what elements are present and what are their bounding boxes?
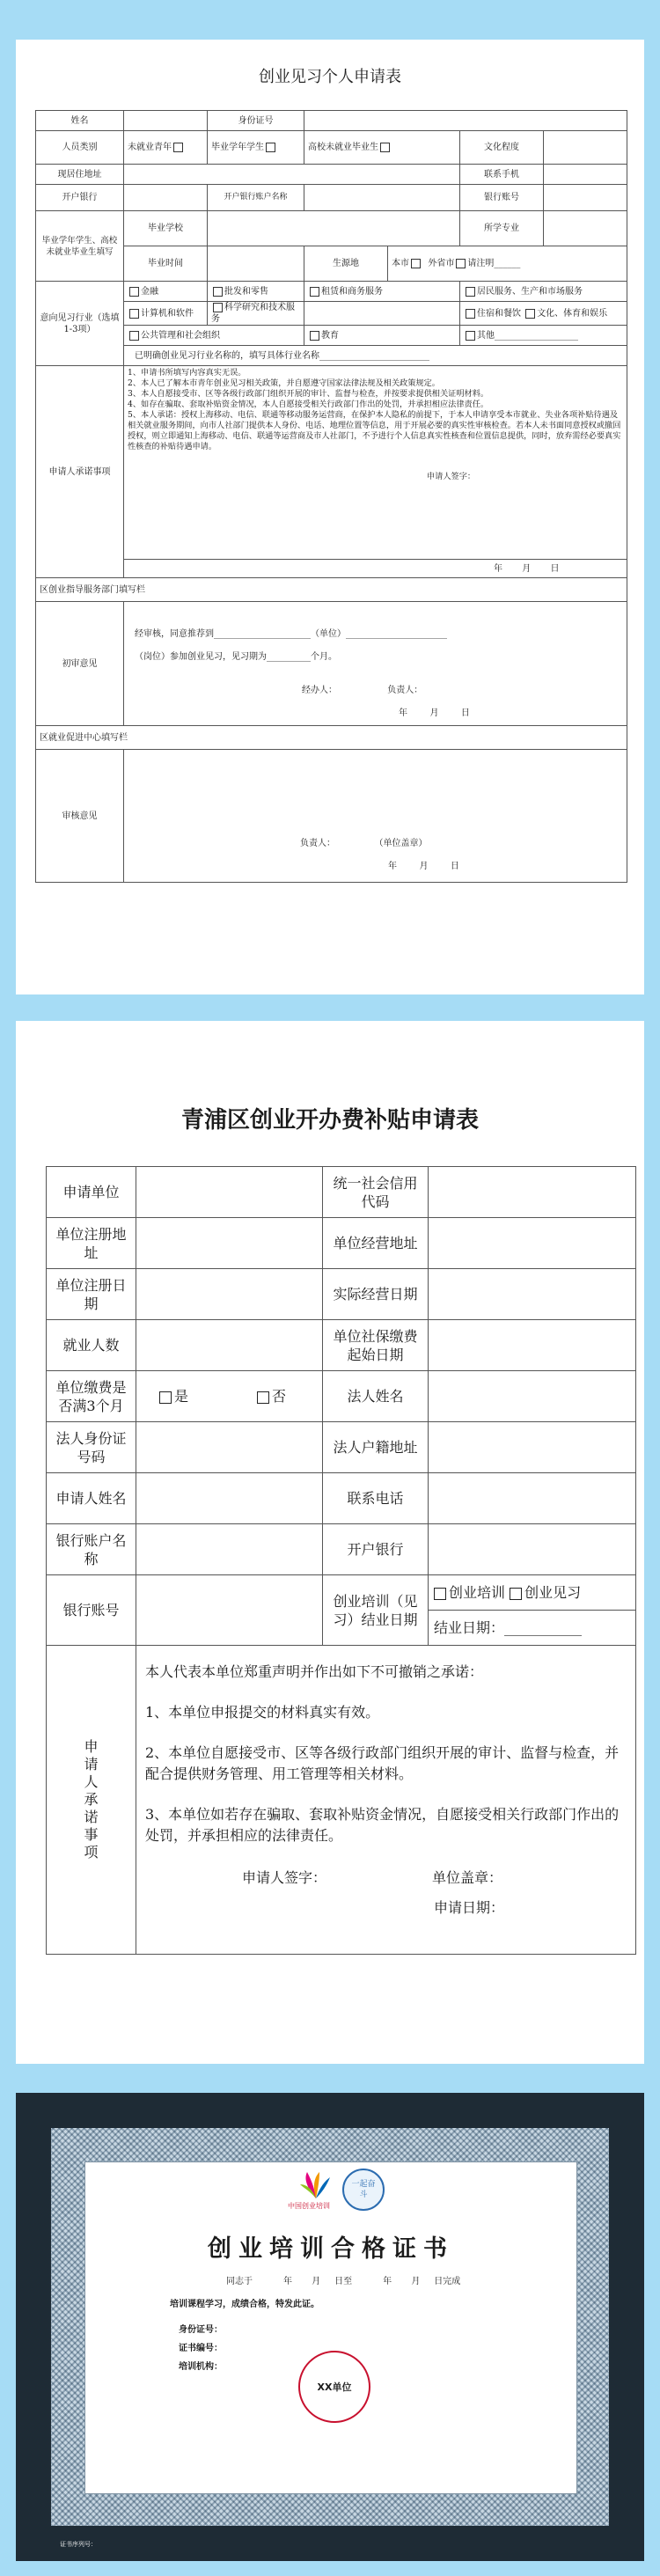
address-field[interactable] [124,165,460,185]
label-bank-account-no: 银行账号 [47,1575,136,1646]
industry-finance: 金融 [141,286,158,297]
district-guidance-header: 区创业指导服务部门填写栏 [36,578,627,602]
label-name: 姓名 [36,111,124,131]
opt-graduating-label: 毕业学年学生 [211,143,264,152]
graduation-date-label: 结业日期： [434,1619,505,1636]
bank-account-no-field[interactable] [136,1575,323,1646]
checkbox-industry[interactable] [129,331,139,341]
major-field[interactable] [544,211,627,246]
line1-prefix: 同志于 [226,2277,253,2286]
bank-account-name-field[interactable] [136,1524,323,1575]
certificate-frame [16,2093,644,2561]
seal-stamp [298,2351,370,2423]
checkbox-industry[interactable] [213,287,223,297]
label-address: 现居住地址 [36,165,124,185]
commitment-5: 5、本人承诺：授权上海移动、电信、联通等移动服务运营商，在保护本人隐私的前提下，于本人申请享受本市就业、失业各项补贴待遇及相关就业服务期间，向市人社部门提供本人身份、电话、地理位置等信息，用于开展必要的真实性审核检查。若本人未书面同意授权或撤回授权，则立即通知上海移动、电信、联通等运营商及市人社部门，不予进行个人信息真实性核查和位置信息提供，同时，放弃需经必要真实性核查的补贴待遇申请。 [128,410,621,451]
handler-label: 经办人： [302,686,337,695]
unit-seal-label: （单位盖章） [374,839,428,848]
year-label: 年 [282,2277,292,2286]
industry-resident-services: 居民服务、生产和市场服务 [477,286,583,297]
training-logo-icon [298,2170,334,2200]
name-field[interactable] [124,111,208,131]
label-major: 所学专业 [460,211,544,246]
grad-time-field[interactable] [208,246,304,282]
label-social-security-start: 单位社保缴费起始日期 [323,1320,429,1371]
checkbox-industry[interactable] [466,287,475,297]
label-paid-3-months: 单位缴费是否满3个月 [47,1371,136,1422]
commitment-4: 4、如存在骗取、套取补贴资金情况，本人自愿接受相关行政部门作出的处罚，并承担相应法律责任。 [128,400,489,409]
label-person-type: 人员类别 [36,131,124,165]
month-label: 月 [429,708,439,718]
opt-unemployed-grad-label: 高校未就业毕业生 [308,143,378,152]
label-mobile: 联系手机 [460,165,544,185]
checkbox-industry[interactable] [129,287,139,297]
applicant-sign-label: 申请人签字： [242,1869,327,1886]
legal-rep-name-field[interactable] [429,1371,636,1422]
commitment-2: 2、本人已了解本市青年创业见习相关政策，并自愿遵守国家法律法规及相关政策规定。 [128,378,440,388]
checkbox-unemployed[interactable] [173,143,183,152]
commitment-1: 1、申请书所填写内容真实无误。 [128,368,246,378]
actual-business-date-field[interactable] [429,1269,636,1320]
industry-retail: 批发和零售 [224,286,268,297]
internship-application-sheet [16,40,644,994]
label-id-no: 身份证号 [208,111,304,131]
day-done-label: 日完成 [434,2277,461,2286]
commitment-item-3: 3、本单位如若存在骗取、套取补贴资金情况，自愿接受相关行政部门作出的处罚，并承担相应的法律责任。 [145,1806,620,1844]
id-no-field[interactable] [304,111,627,131]
label-registered-address: 单位注册地址 [47,1218,136,1269]
origin-specify-label: 请注明 [467,259,495,268]
label-bank-account-name: 银行账户名称 [47,1524,136,1575]
label-bank-account-no: 银行账号 [460,185,544,211]
industry-culture: 文化、体育和娱乐 [537,308,608,319]
commitment-item-2: 2、本单位自愿接受市、区等各级行政部门组织开展的审计、监督与检查，并配合提供财务管理、用工管理等相关材料。 [145,1744,620,1782]
bank-field[interactable] [429,1524,636,1575]
label-grad-time: 毕业时间 [124,246,208,282]
industry-research: 科学研究和技术服务 [211,303,295,324]
bank-account-no-field[interactable] [544,185,627,211]
label-education: 文化程度 [460,131,544,165]
label-bank: 开户银行 [323,1524,429,1575]
startup-subsidy-sheet [16,1021,644,2064]
origin-local-label: 本市 [392,259,409,268]
label-registration-date: 单位注册日期 [47,1269,136,1320]
certificate-title: 创业培训合格证书 [208,2235,454,2263]
badge-text: 一起奋斗 [351,2180,376,2199]
checkbox-industry[interactable] [466,331,475,341]
label-initial-opinion: 初审意见 [36,602,124,726]
year-label: 年 [388,862,397,871]
employee-count-field[interactable] [136,1320,323,1371]
legal-rep-id-field[interactable] [136,1422,323,1473]
cert-no-label: 证书编号： [179,2344,223,2353]
logo-text: 中国创业培训 [288,2202,330,2210]
school-field[interactable] [208,211,460,246]
unit-label: （单位） [311,629,346,639]
registration-date-field[interactable] [136,1269,323,1320]
no-label: 否 [272,1388,287,1405]
applicant-unit-field[interactable] [136,1167,323,1218]
commitment-intro: 本人代表本单位郑重声明并作出如下不可撤销之承诺： [145,1663,484,1680]
apply-date-label: 申请日期： [434,1899,505,1916]
opt-internship-label: 创业见习 [524,1584,582,1601]
review-text: 经审核，同意推荐到 [135,629,214,639]
checkbox-graduating[interactable] [266,143,275,152]
education-field[interactable] [544,131,627,165]
checkbox-industry[interactable] [525,309,535,319]
label-grad-note: 毕业学年学生、高校未就业毕业生填写 [36,211,124,282]
district-employment-header: 区就业促进中心填写栏 [36,726,627,750]
industry-hospitality: 住宿和餐饮 [477,308,521,319]
form2-title: 青浦区创业开办费补贴申请表 [180,1107,479,1134]
org-label: 培训机构： [179,2362,223,2372]
bank-field[interactable] [124,185,208,211]
opt-training-label: 创业培训 [449,1584,506,1601]
label-legal-rep-id: 法人身份证号码 [47,1422,136,1473]
checkbox-industry[interactable] [310,331,319,341]
month-label: 月 [411,2277,421,2286]
social-security-start-field[interactable] [429,1320,636,1371]
label-origin: 生源地 [304,246,388,282]
origin-other-label: 外省市 [428,259,455,268]
checkbox-no[interactable] [257,1391,269,1404]
post-text: （岗位）参加创业见习，见习期为 [135,652,267,662]
unit-seal-label: 单位盖章： [432,1869,503,1886]
phone-field[interactable] [429,1473,636,1524]
mobile-field[interactable] [544,165,627,185]
certificate-body [84,2161,577,2494]
label-legal-rep-hukou: 法人户籍地址 [323,1422,429,1473]
day-label: 日 [550,563,560,574]
day-label: 日 [450,862,459,871]
internship-application-table: 姓名 身份证号 人员类别 未就业青年 毕业学年学生 高校未就业毕业生 文化程度 现居住地址 联系手机 开户银行 开户银行账户名称 银行账号 毕业学年学生、高校未就业毕业生填写 毕业学校 所学专业 毕业时间 生源地 本市 外省市 请注明______ 意向见习行业（选填1-3项） 金融 批发和零售 租赁和商务服务 居民服务、生产和市场服务 计算机和软件 科学研究和技术服务 住宿和餐饮 文化、体育和娱乐 公共管理和社会组织 教育 其他___________________ 已明确创业见习行业名称的，填写具体行业名称_________________________ 申请人承诺事项 1、申请书所填写内容真实无误。 2、本人已了解本市青年创业见习相关政策，并自愿遵守国家法律法规及相关政策规定。 3、本人自愿接受市、区等各级行政部门组织开展的审计、监督与检查，并按要求提供相关证明材料。 4、如存在骗取、套取补贴资金情况，本人自愿接受相关行政部门作出的处罚，并承担相应法律责任。 5、本人承诺：授权上海移动、电信、联通等移动服务运营商，在保护本人隐私的前提下，于本人申请享受本市就业、失业各项补贴待遇及相关就业服务期间，向市人社部门提供本人身份、电话、地理位置等信息，用于开展必要的真实性审核检查。若本人未书面同意授权或撤回授权，则立即通知上海移动、电信、联通等运营商及市人社部门，不予进行个人信息真实性核查和位置信息提供，同时，放弃需经必要真实性核查的补贴待遇申请。 申请人签字： 年 月 日 区创业指导服务部门填写栏 初审意见 经审核，同意推荐到______________________（单位）_______________________ （岗位）参加创业见习，见习期为__________个月。 经办人： 负责人： 年 月 日 区就业促进中心填写栏 审核意见 负责人： （单位盖章） 年 月 日 [35,110,627,883]
checkbox-yes[interactable] [159,1391,172,1404]
months-label: 个月。 [311,652,337,662]
label-phone: 联系电话 [323,1473,429,1524]
checkbox-training[interactable] [434,1588,446,1600]
certificate-line-2: 培训课程学习，成绩合格，特发此证。 [170,2300,319,2309]
business-address-field[interactable] [429,1218,636,1269]
label-training-end-date: 创业培训（见习）结业日期 [323,1575,429,1646]
person-in-charge-label: 负责人： [387,686,423,695]
checkbox-origin-local[interactable] [411,259,421,268]
commitment-3: 3、本人自愿接受市、区等各级行政部门组织开展的审计、监督与检查，并按要求提供相关证明材料。 [128,389,489,399]
checkbox-industry[interactable] [310,287,319,297]
checkbox-internship[interactable] [510,1588,522,1600]
checkbox-origin-other[interactable] [456,259,466,268]
industry-leasing: 租赁和商务服务 [321,286,383,297]
startup-subsidy-table: 申请单位 统一社会信用代码 单位注册地址 单位经营地址 单位注册日期 实际经营日期 就业人数 单位社保缴费起始日期 单位缴费是否满3个月 是 否 法人姓名 法人身份证号码 法人户籍地址 申请人姓名 联系电话 银行账户名称 开户银行 银行账号 创业培训（见习）结业日期 创业培训 创业见习 结业日期：___________ 申请人承诺事项 本人代表本单位郑重声明并作出如下不可撤销之承诺： 1、本单位申报提交的材料真实有效。 2、本单位自愿接受市、区等各级行政部门组织开展的审计、监督与检查，并配合提供财务管理、用工管理等相关材料。 3、本单位如若存在骗取、套取补贴资金情况，自愿接受相关行政部门作出的处罚，并承担相应的法律责任。 申请人签字： 单位盖章： 申请日期： [46,1166,636,1955]
label-legal-rep-name: 法人姓名 [323,1371,429,1422]
yes-label: 是 [174,1388,189,1405]
label-approval-opinion: 审核意见 [36,750,124,883]
industry-confirmed-label: 已明确创业见习行业名称的，填写具体行业名称 [135,350,319,361]
label-school: 毕业学校 [124,211,208,246]
label-commitment: 申请人承诺事项 [36,366,124,578]
month-label: 月 [312,2277,321,2286]
month-label: 月 [419,862,429,871]
legal-rep-hukou-field[interactable] [429,1422,636,1473]
applicant-sign: 申请人签字： [427,472,476,481]
label-business-address: 单位经营地址 [323,1218,429,1269]
label-industry: 意向见习行业（选填1-3项） [36,282,124,366]
month-label: 月 [522,563,532,574]
checkbox-industry[interactable] [213,303,223,312]
applicant-name-field[interactable] [136,1473,323,1524]
seal-text: XX单位 [317,2382,352,2393]
opt-unemployed-label: 未就业青年 [128,143,172,152]
industry-education: 教育 [321,330,339,341]
industry-software: 计算机和软件 [141,308,194,319]
label-applicant-unit: 申请单位 [47,1167,136,1218]
label-commitment: 申请人承诺事项 [47,1646,136,1955]
credit-code-field[interactable] [429,1167,636,1218]
label-credit-code: 统一社会信用代码 [323,1167,429,1218]
industry-other: 其他 [477,330,495,341]
checkbox-unemployed-grad[interactable] [380,143,390,152]
commitment-item-1: 1、本单位申报提交的材料真实有效。 [145,1704,380,1721]
person-in-charge-label: 负责人： [300,839,335,848]
year-label: 年 [494,563,502,574]
registered-address-field[interactable] [136,1218,323,1269]
bank-account-name-field[interactable] [304,185,460,211]
serial-number-label: 证书序列号： [60,2541,97,2548]
label-bank-account-name: 开户银行账户名称 [208,185,304,211]
industry-public-admin: 公共管理和社会组织 [141,330,220,341]
form1-title: 创业见习个人申请表 [259,68,401,86]
label-bank: 开户银行 [36,185,124,211]
label-actual-business-date: 实际经营日期 [323,1269,429,1320]
checkbox-industry[interactable] [466,309,475,319]
id-label: 身份证号： [179,2325,223,2335]
year-label: 年 [383,2277,392,2286]
certificate-line-1 [226,2273,460,2286]
badge-icon [342,2169,385,2211]
day-to-label: 日至 [334,2277,353,2286]
checkbox-industry[interactable] [129,309,139,319]
year-label: 年 [399,708,407,718]
label-employee-count: 就业人数 [47,1320,136,1371]
day-label: 日 [460,708,470,718]
label-applicant-name: 申请人姓名 [47,1473,136,1524]
